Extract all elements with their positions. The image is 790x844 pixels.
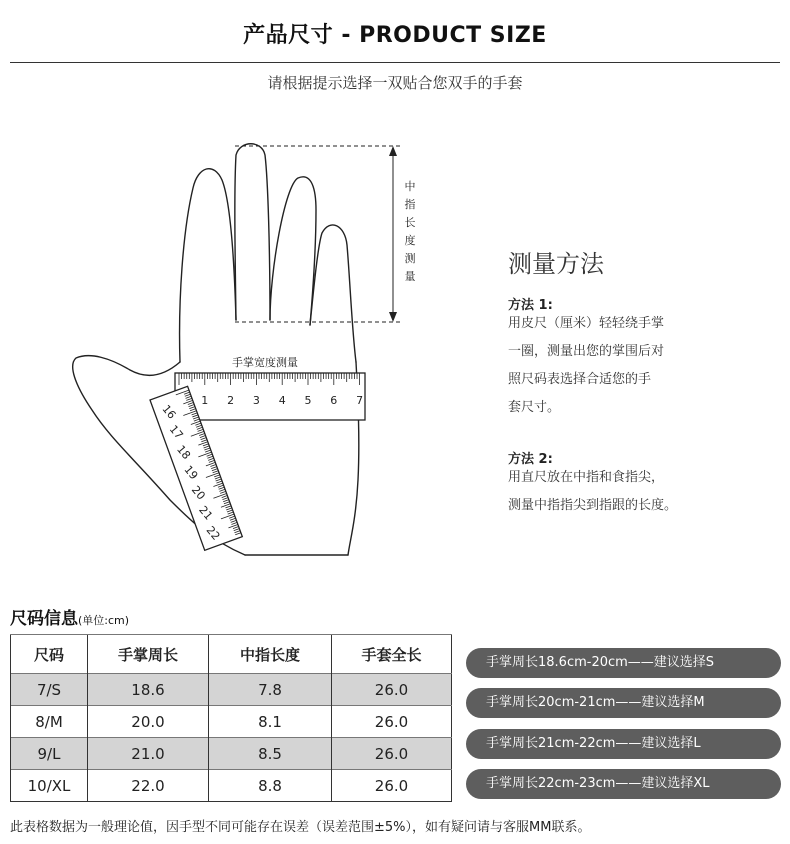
ruler-number: 1 [201, 394, 209, 407]
pinky-finger-outline [310, 225, 356, 362]
header-finger: 中指长度 [209, 635, 332, 674]
middle-finger-outline [235, 144, 270, 320]
table-row: 9/L 21.0 8.5 26.0 [11, 738, 452, 770]
size-info-title: 尺码信息(单位:cm) [10, 609, 130, 629]
method-1-text: 用皮尺（厘米）轻轻绕手掌 一圈，测量出您的掌围后对 照尺码表选择合适您的手 套尺寸。 [508, 316, 665, 415]
recommendation-m: 手掌周长20cm-21cm——建议选择M [466, 688, 781, 718]
tape-number: 22 [203, 523, 223, 543]
header-size: 尺码 [11, 635, 88, 674]
ruler-number: 5 [304, 394, 312, 407]
palm-width-label: 手掌宽度测量 [232, 356, 298, 369]
table-row: 10/XL 22.0 8.8 26.0 [11, 770, 452, 802]
footnote: 此表格数据为一般理论值，因手型不同可能存在误差（误差范围±5%），如有疑问请与客服MM联系。 [10, 820, 591, 835]
tape-number: 19 [181, 463, 201, 483]
tape-number: 20 [188, 483, 208, 503]
tape-number: 18 [174, 442, 194, 462]
table-row: 7/S 18.6 7.8 26.0 [11, 674, 452, 706]
method-2-text: 用直尺放在中指和食指尖， 测量中指指尖到指跟的长度。 [508, 470, 678, 513]
method-1-title: 方法 1: [508, 298, 553, 313]
tape-number: 16 [159, 402, 179, 422]
header-palm: 手掌周长 [88, 635, 209, 674]
table-row: 8/M 20.0 8.1 26.0 [11, 706, 452, 738]
ruler-number: 3 [252, 394, 260, 407]
page-title: 产品尺寸 - PRODUCT SIZE [243, 23, 547, 48]
tape-number: 21 [196, 503, 216, 523]
header-length: 手套全长 [332, 635, 452, 674]
recommendation-xl: 手掌周长22cm-23cm——建议选择XL [466, 769, 781, 799]
hand-measurement-diagram [0, 100, 470, 570]
size-table [10, 634, 452, 802]
method-heading: 测量方法 [508, 250, 604, 278]
ruler-number: 2 [227, 394, 235, 407]
recommendation-l: 手掌周长21cm-22cm——建议选择L [466, 729, 781, 759]
index-finger-outline [180, 169, 236, 362]
title-divider [10, 62, 780, 63]
ruler-number: 7 [356, 394, 364, 407]
finger-length-label: 中 指 长 度 测 量 [404, 180, 416, 283]
page-subtitle: 请根据提示选择一双贴合您双手的手套 [267, 74, 523, 92]
tape-number: 17 [166, 422, 186, 442]
ruler-number: 6 [330, 394, 338, 407]
method-2-title: 方法 2: [508, 452, 553, 467]
ruler-number: 4 [278, 394, 286, 407]
recommendation-s: 手掌周长18.6cm-20cm——建议选择S [466, 648, 781, 678]
table-header-row [11, 635, 452, 674]
ring-finger-outline [270, 177, 316, 325]
